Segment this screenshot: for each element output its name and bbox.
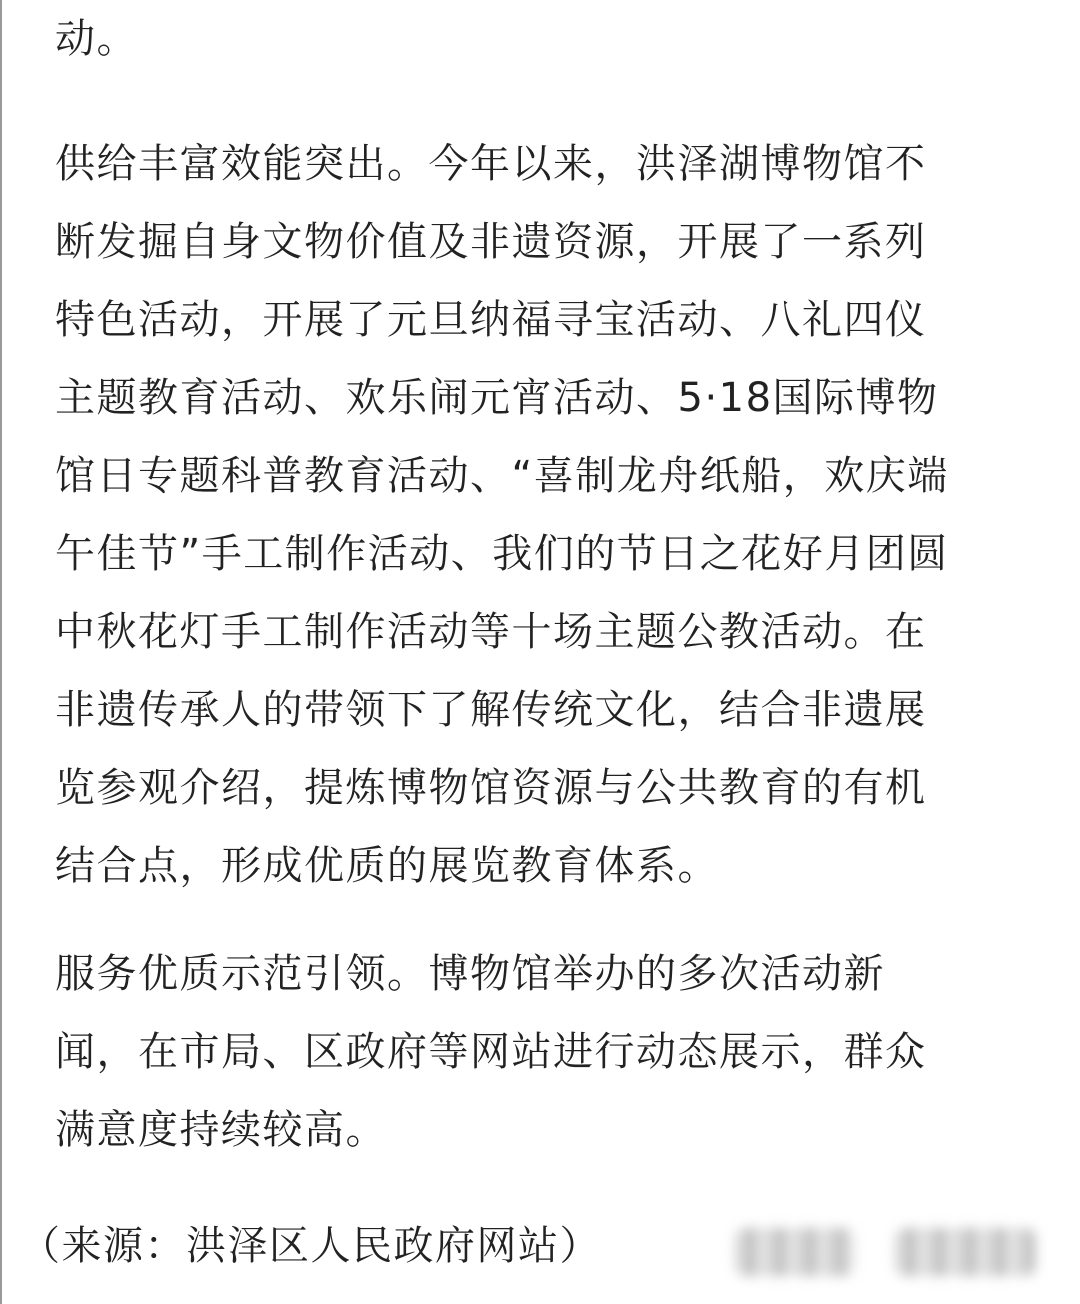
paragraph-line: 闻，在市局、区政府等网站进行动态展示，群众	[55, 1029, 927, 1075]
left-border	[0, 0, 2, 1304]
paragraph-line: 特色活动，开展了元旦纳福寻宝活动、八礼四仪	[55, 297, 927, 343]
paragraph-intro	[55, 0, 138, 78]
paragraph-line: 中秋花灯手工制作活动等十场主题公教活动。在	[55, 609, 927, 655]
paragraph-line: 动。	[55, 16, 138, 62]
paragraph-line: 午佳节”手工制作活动、我们的节日之花好月团圆	[55, 531, 949, 577]
paragraph-line: 供给丰富效能突出。今年以来，洪泽湖博物馆不	[55, 141, 927, 187]
paragraph-line: 览参观介绍，提炼博物馆资源与公共教育的有机	[55, 765, 927, 811]
paragraph-line: 馆日专题科普教育活动、“喜制龙舟纸船，欢庆端	[55, 453, 949, 499]
blurred-watermark	[895, 1228, 1035, 1276]
paragraph-line: 满意度持续较高。	[55, 1107, 387, 1153]
paragraph-line: 主题教育活动、欢乐闹元宵活动、5·18国际博物	[55, 375, 939, 421]
blurred-watermark	[735, 1228, 855, 1276]
paragraph-supply-efficiency	[55, 125, 949, 905]
paragraph-line: 断发掘自身文物价值及非遗资源，开展了一系列	[55, 219, 927, 265]
paragraph-line: 服务优质示范引领。博物馆举办的多次活动新	[55, 951, 885, 997]
paragraph-line: 结合点，形成优质的展览教育体系。	[55, 843, 719, 889]
paragraph-line: 非遗传承人的带领下了解传统文化，结合非遗展	[55, 687, 927, 733]
source-citation: （来源：洪泽区人民政府网站）	[20, 1223, 601, 1269]
paragraph-service-quality	[55, 935, 927, 1169]
